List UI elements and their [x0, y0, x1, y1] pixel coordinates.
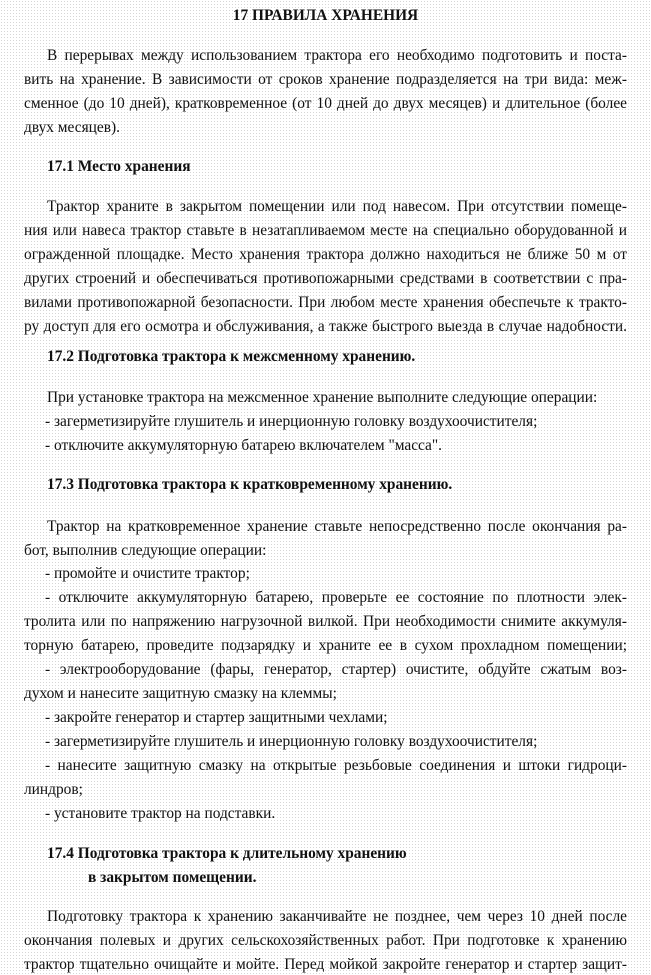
s3-line-8: духом и нанесите защитную смазку на клеммы;	[24, 685, 337, 702]
intro-line-2: вить на хранение. В зависимости от сроков хранение подразделяется на три вида: меж-	[24, 71, 627, 88]
s1-line-3: огражденной площадке. Место хранения трактора должно находиться не ближе 50 м от	[24, 246, 627, 263]
s1-line-5: вилами противопожарной безопасности. При любом месте хранения обеспечьте к тракто-	[24, 294, 627, 311]
page-title: 17 ПРАВИЛА ХРАНЕНИЯ	[232, 7, 419, 24]
section-heading-17-1: 17.1 Место хранения	[47, 158, 191, 175]
s1-line-1: Трактор храните в закрытом помещении или под навесом. При отсутствии помеще-	[47, 198, 627, 215]
s4-line-2: окончания полевых и других сельскохозяйственных работ. При подготовке к хранению	[24, 932, 627, 949]
s2-list-item-2: - отключите аккумуляторную батарею включателем "масса".	[45, 437, 443, 454]
s3-line-12: линдров;	[24, 781, 83, 798]
section-heading-17-3: 17.3 Подготовка трактора к кратковременному хранению.	[47, 476, 453, 493]
intro-line-3: сменное (до 10 дней), кратковременное (от 10 дней до двух месяцев) и длительное (более	[24, 95, 627, 112]
s2-line-1: При установке трактора на межсменное хранение выполните следующие операции:	[47, 389, 598, 406]
s3-list-item-1: - промойте и очистите трактор;	[45, 565, 250, 582]
s3-list-item-2: - отключите аккумуляторную батарею, проверьте ее состояние по плотности элек-	[45, 589, 627, 606]
s1-line-2: ния или навеса трактор ставьте в незатапливаемом месте на специально оборудованной и	[24, 222, 627, 239]
s3-list-item-3: - электрооборудование (фары, генератор, стартер) очистите, обдуйте сжатым воз-	[45, 661, 627, 678]
s4-line-1: Подготовку трактора к хранению заканчивайте не позднее, чем через 10 дней после	[47, 908, 627, 925]
s3-list-item-5: - загерметизируйте глушитель и инерционную головку воздухоочистителя;	[45, 733, 538, 750]
section-heading-17-4: 17.4 Подготовка трактора к длительному хранению	[47, 845, 407, 862]
s3-line-2: бот, выполнив следующие операции:	[24, 542, 267, 559]
s2-list-item-1: - загерметизируйте глушитель и инерционную головку воздухоочистителя;	[45, 413, 538, 430]
s3-line-5: тролита или по напряжению нагрузочной вилкой. При необходимости снимите аккумуля-	[24, 613, 627, 630]
intro-line-1: В перерывах между использованием трактора его необходимо подготовить и поста-	[47, 47, 627, 64]
s3-list-item-6: - нанесите защитную смазку на открытые резьбовые соединения и штоки гидроци-	[45, 757, 627, 774]
intro-line-4: двух месяцев).	[24, 119, 120, 136]
s1-line-4: других строений и обеспечиваться противопожарными средствами в соответствии с пра-	[24, 270, 627, 287]
s4-line-3: трактор тщательно очищайте и мойте. Перед мойкой закройте генератор и стартер защит-	[24, 956, 627, 973]
section-heading-17-2: 17.2 Подготовка трактора к межсменному хранению.	[47, 348, 416, 365]
s3-list-item-7: - установите трактор на подставки.	[45, 805, 276, 822]
s3-list-item-4: - закройте генератор и стартер защитными чехлами;	[45, 709, 388, 726]
s3-line-1: Трактор на кратковременное хранение ставьте непосредственно после окончания ра-	[47, 518, 627, 535]
s1-line-6: ру доступ для его осмотра и обслуживания, а также быстрого выезда в случае надобности.	[24, 318, 627, 335]
s3-line-6: торную батарею, проведите подзарядку и храните ее в сухом прохладном помещении;	[24, 637, 627, 654]
section-heading-17-4-cont: в закрытом помещении.	[88, 869, 257, 886]
